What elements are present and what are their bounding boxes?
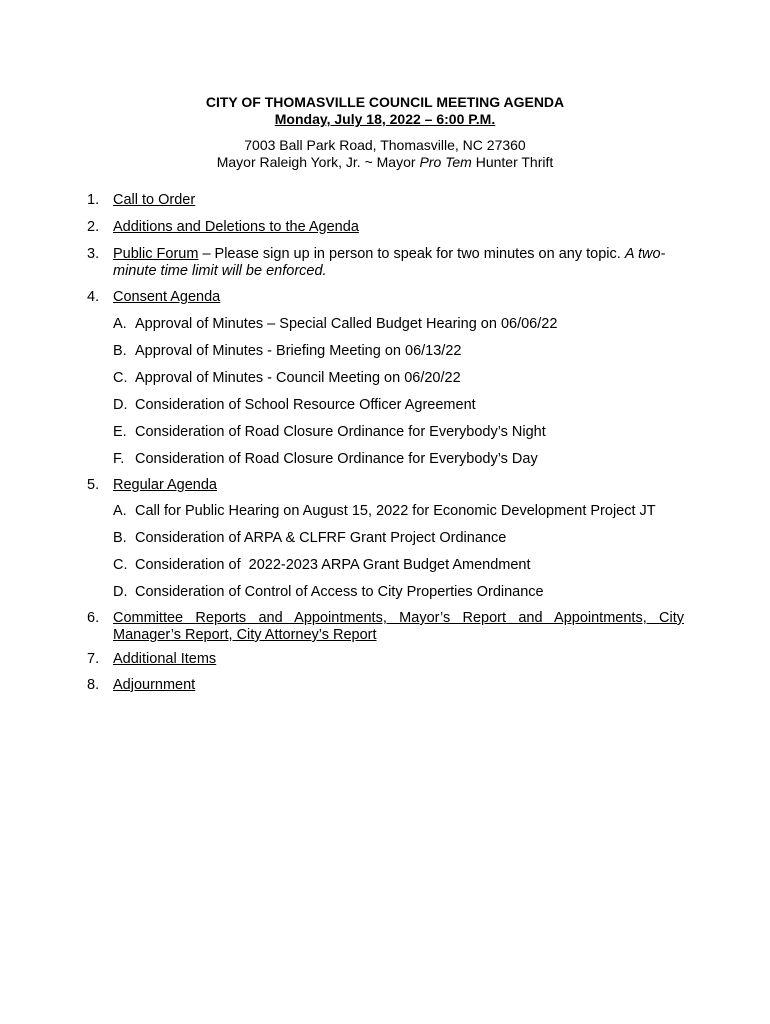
agenda-item-3 (87, 246, 684, 280)
meeting-date: Monday, July 18, 2022 – 6:00 P.M. (274, 111, 496, 127)
subitem-text: Approval of Minutes - Council Meeting on 06/20/22 (135, 370, 461, 386)
item-number: 8. (87, 677, 100, 693)
subitem-text: Consideration of Control of Access to City Properties Ordinance (135, 584, 544, 600)
consent-subitem (87, 370, 684, 387)
consent-subitem (87, 397, 684, 414)
additional-items-label: Additional Items (113, 651, 217, 667)
mayor-pro-tem: Pro Tem (419, 154, 472, 170)
regular-subitem (87, 557, 684, 574)
regular-subitem (87, 584, 684, 601)
mayor-prefix: Mayor Raleigh York, Jr. ~ Mayor (216, 154, 420, 170)
subitem-text: Call for Public Hearing on August 15, 2022 for Economic Development Project JT (135, 503, 656, 519)
subitem-letter: C. (113, 370, 128, 386)
agenda-list (87, 192, 684, 694)
subitem-letter: D. (113, 397, 128, 413)
subitem-text: Consideration of 2022-2023 ARPA Grant Budget Amendment (135, 557, 531, 573)
regular-subitem (87, 503, 684, 520)
subitem-text: Approval of Minutes – Special Called Budget Hearing on 06/06/22 (135, 316, 558, 332)
consent-agenda-label: Consent Agenda (113, 289, 221, 305)
subitem-text: Approval of Minutes - Briefing Meeting on 06/13/22 (135, 343, 462, 359)
subitem-letter: B. (113, 343, 127, 359)
item-number: 1. (87, 192, 100, 208)
consent-subitem (87, 424, 684, 441)
subitem-letter: A. (113, 316, 127, 332)
mayor-suffix: Hunter Thrift (471, 154, 554, 170)
public-forum-note: A two-minute time limit will be enforced. (113, 246, 666, 279)
subitem-letter: D. (113, 584, 128, 600)
agenda-item-1 (87, 192, 684, 209)
item-number: 3. (87, 246, 100, 262)
agenda-item-7 (87, 651, 684, 668)
regular-subitem (87, 530, 684, 547)
subitem-text: Consideration of Road Closure Ordinance for Everybody’s Day (135, 451, 538, 467)
subitem-letter: F. (113, 451, 125, 467)
item-number: 2. (87, 219, 100, 235)
mayor-line (0, 154, 770, 171)
item-number: 5. (87, 477, 100, 493)
subitem-letter: B. (113, 530, 127, 546)
subitem-letter: E. (113, 424, 127, 440)
item-number: 6. (87, 610, 100, 626)
agenda-item-2 (87, 219, 684, 236)
public-forum-text: – Please sign up in person to speak for two minutes on any topic. (198, 246, 625, 262)
subitem-letter: A. (113, 503, 127, 519)
subitem-text: Consideration of School Resource Officer Agreement (135, 397, 476, 413)
consent-subitem (87, 316, 684, 333)
agenda-header (0, 94, 770, 171)
subitem-text: Consideration of Road Closure Ordinance for Everybody’s Night (135, 424, 546, 440)
consent-subitem (87, 343, 684, 360)
meeting-address: 7003 Ball Park Road, Thomasville, NC 27360 (244, 137, 526, 153)
additions-deletions-label: Additions and Deletions to the Agenda (113, 219, 359, 235)
agenda-item-6 (87, 610, 684, 644)
public-forum-label: Public Forum (113, 246, 199, 262)
document-title: CITY OF THOMASVILLE COUNCIL MEETING AGENDA (205, 94, 565, 110)
consent-subitem (87, 451, 684, 468)
call-to-order-label: Call to Order (113, 192, 196, 208)
subitem-text: Consideration of ARPA & CLFRF Grant Project Ordinance (135, 530, 507, 546)
agenda-item-4 (87, 289, 684, 306)
agenda-item-8 (87, 677, 684, 694)
reports-label: Committee Reports and Appointments, Mayor’s Report and Appointments, City Manager’s Report, City Attorney’s Report (113, 610, 684, 643)
regular-agenda-label: Regular Agenda (113, 477, 217, 493)
adjournment-label: Adjournment (113, 677, 196, 693)
agenda-item-5 (87, 477, 684, 494)
subitem-letter: C. (113, 557, 128, 573)
item-number: 7. (87, 651, 100, 667)
item-number: 4. (87, 289, 100, 305)
